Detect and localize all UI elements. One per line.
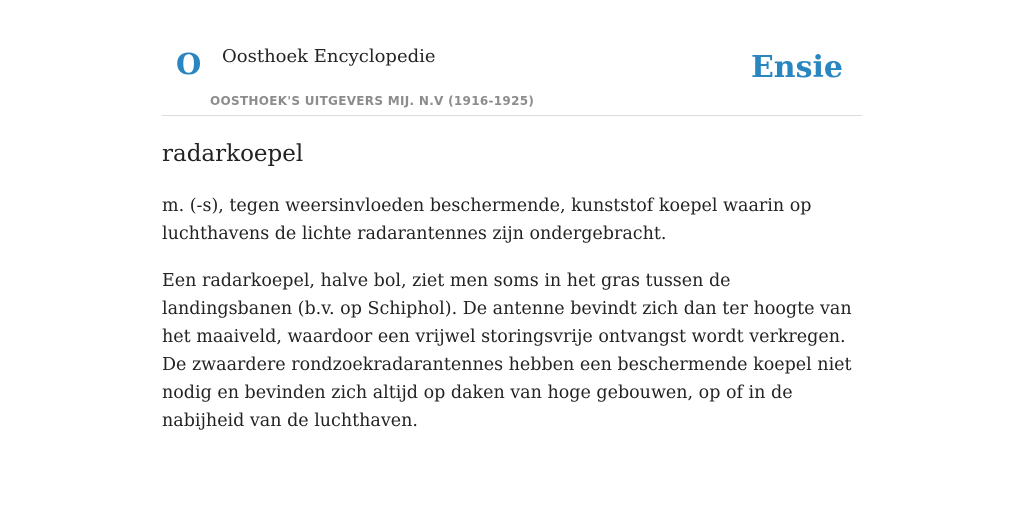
entry-paragraph-1: m. (-s), tegen weersinvloeden beschermende, kunststof koepel waarin op luchthavens de lichte radarantennes zijn ondergebracht.: [162, 196, 812, 244]
brand-logo-link[interactable]: Ensie: [750, 50, 843, 85]
entry-title: radarkoepel: [162, 141, 304, 167]
source-logo-icon[interactable]: O: [176, 47, 202, 81]
content-container: [162, 0, 862, 431]
source-title-link[interactable]: Oosthoek Encyclopedie: [222, 46, 436, 67]
entry-paragraph-2: Een radarkoepel, halve bol, ziet men soms in het gras tussen de landingsbanen (b.v. op Schiphol). De antenne bevindt zich dan ter hoogte van het maaiveld, waardoor een vrijwel storingsvrije ontvangst wordt verkregen. De zwaardere rondzoekradarantennes hebben een beschermende koepel niet nodig en bevinden zich altijd op daken van hoge gebouwen, op of in de nabijheid van de luchthaven.: [162, 271, 852, 431]
source-header: [162, 0, 862, 116]
source-subtitle: OOSTHOEK'S UITGEVERS MIJ. N.V (1916-1925): [210, 94, 535, 108]
